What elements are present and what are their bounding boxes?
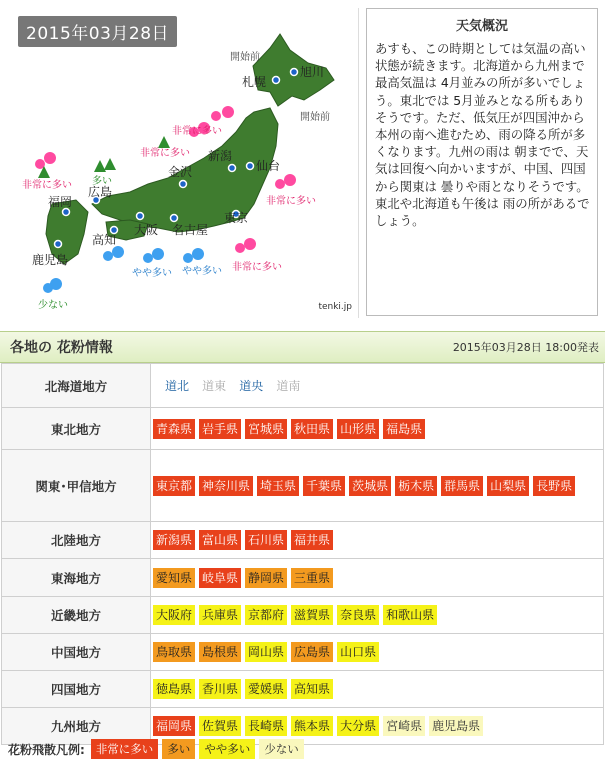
credit-logo: tenki.jp [318, 302, 352, 312]
flower-icon [183, 248, 204, 263]
prefecture-list [151, 522, 604, 559]
region-name: 九州地方 [2, 708, 151, 745]
prefecture-link[interactable]: 秋田県 [291, 419, 333, 439]
region-name: 関東･甲信地方 [2, 450, 151, 522]
table-row [2, 671, 604, 708]
prefecture-link[interactable]: 福島県 [383, 419, 425, 439]
prefecture-link[interactable]: 徳島県 [153, 679, 195, 699]
prefecture-link[interactable]: 宮城県 [245, 419, 287, 439]
city-label: 広島 [88, 185, 113, 199]
prefecture-list [151, 671, 604, 708]
level-label: 非常に多い [22, 180, 72, 191]
legend-label: 花粉飛散凡例: [8, 742, 85, 757]
flower-icon [211, 106, 234, 121]
level-label: 非常に多い [140, 148, 190, 159]
city-label: 金沢 [168, 165, 193, 179]
city-label: 札幌 [242, 75, 267, 89]
table-row [2, 559, 604, 597]
level-label: 非常に多い [172, 126, 222, 137]
prefecture-link[interactable]: 群馬県 [441, 476, 483, 496]
prefecture-link[interactable]: 長野県 [533, 476, 575, 496]
region-name: 東北地方 [2, 408, 151, 450]
prefecture-link[interactable]: 石川県 [245, 530, 287, 550]
flower-icon [143, 248, 164, 263]
area-label: 道南 [276, 379, 301, 393]
prefecture-list [151, 597, 604, 634]
area-link[interactable]: 道北 [165, 379, 190, 393]
city-label: 名古屋 [172, 223, 209, 237]
city-label: 鹿児島 [32, 253, 69, 267]
prefecture-link[interactable]: 高知県 [291, 679, 333, 699]
table-row [2, 408, 604, 450]
pollen-header [0, 331, 605, 363]
area-link[interactable]: 道央 [239, 379, 264, 393]
city-label: 旭川 [300, 65, 325, 79]
city-label: 東京 [224, 211, 249, 225]
prefecture-link[interactable]: 熊本県 [291, 716, 333, 736]
prefecture-list [151, 634, 604, 671]
prefecture-link[interactable]: 滋賀県 [291, 605, 333, 625]
city-label: 高知 [92, 233, 117, 247]
prefecture-list [151, 450, 604, 522]
prefecture-link[interactable]: 長崎県 [245, 716, 287, 736]
region-name: 中国地方 [2, 634, 151, 671]
overview-title: 天気概況 [455, 19, 508, 34]
pollen-section [0, 331, 605, 745]
prefecture-list [151, 408, 604, 450]
prefecture-link[interactable]: 香川県 [199, 679, 241, 699]
prefecture-link[interactable]: 三重県 [291, 568, 333, 588]
overview-text: あすも、この時期としては気温の高い状態が続きます。北海道から九州まで最高気温は 4月並みの所が多いでしょう。東北では 5月並みとなる所もありそうです。ただ、低気圧が四国沖から本州の南へ進むため、雨の降る所が多くなります。九州の雨は 朝までで、天気は回復へ向かいますが、中国、四国から関東は 曇りや雨となりそうです。東北や北海道も午後は 雨の所があるでしょう。 [375, 41, 590, 229]
level-label: 開始前 [230, 52, 260, 63]
region-name: 東海地方 [2, 559, 151, 597]
flower-icon [35, 152, 56, 169]
prefecture-link[interactable]: 鹿児島県 [429, 716, 483, 736]
prefecture-link[interactable]: 大分県 [337, 716, 379, 736]
table-row [2, 364, 604, 408]
prefecture-link[interactable]: 山形県 [337, 419, 379, 439]
prefecture-link[interactable]: 愛媛県 [245, 679, 287, 699]
region-name: 四国地方 [2, 671, 151, 708]
table-row [2, 522, 604, 559]
prefecture-link[interactable]: 岩手県 [199, 419, 241, 439]
legend-item: 非常に多い [91, 739, 159, 759]
prefecture-list [151, 559, 604, 597]
prefecture-link[interactable]: 埼玉県 [257, 476, 299, 496]
prefecture-link[interactable]: 愛知県 [153, 568, 195, 588]
level-label: やや多い [132, 268, 172, 279]
flower-icon [235, 238, 256, 253]
city-label: 福岡 [48, 195, 73, 209]
date-badge: 2015年03月28日 [18, 16, 177, 47]
level-label: 開始前 [300, 112, 330, 123]
level-label: やや多い [182, 266, 222, 277]
prefecture-link[interactable]: 岡山県 [245, 642, 287, 662]
prefecture-link[interactable]: 青森県 [153, 419, 195, 439]
japan-map [8, 8, 358, 318]
prefecture-link[interactable]: 奈良県 [337, 605, 379, 625]
prefecture-link[interactable]: 千葉県 [303, 476, 345, 496]
prefecture-link[interactable]: 宮崎県 [383, 716, 425, 736]
level-label: 少ない [38, 300, 68, 311]
area-label: 道東 [202, 379, 227, 393]
level-label: 非常に多い [232, 262, 282, 273]
level-label: 多い [92, 176, 112, 187]
legend-item: 多い [162, 739, 195, 759]
city-label: 新潟 [208, 149, 233, 163]
prefecture-link[interactable]: 福井県 [291, 530, 333, 550]
table-row [2, 450, 604, 522]
prefecture-link[interactable]: 京都府 [245, 605, 287, 625]
pollen-title: 各地の 花粉情報 [10, 340, 113, 356]
city-label: 仙台 [256, 159, 281, 173]
weather-overview [366, 8, 598, 316]
weather-section [0, 0, 605, 320]
prefecture-link[interactable]: 茨城県 [349, 476, 391, 496]
level-label: 非常に多い [266, 196, 316, 207]
prefecture-link[interactable]: 大阪府 [153, 605, 195, 625]
prefecture-link[interactable]: 広島県 [291, 642, 333, 662]
flower-icon [43, 278, 62, 293]
table-row [2, 634, 604, 671]
region-name: 近畿地方 [2, 597, 151, 634]
prefecture-link[interactable]: 福岡県 [153, 716, 195, 736]
prefecture-link[interactable]: 静岡県 [245, 568, 287, 588]
region-name: 北海道地方 [2, 364, 151, 408]
prefecture-link[interactable]: 東京都 [153, 476, 195, 496]
region-name: 北陸地方 [2, 522, 151, 559]
table-row [2, 597, 604, 634]
prefecture-link[interactable]: 富山県 [199, 530, 241, 550]
prefecture-link[interactable]: 鳥取県 [153, 642, 195, 662]
city-label: 大阪 [134, 223, 159, 237]
prefecture-link[interactable]: 和歌山県 [383, 605, 437, 625]
prefecture-link[interactable]: 栃木県 [395, 476, 437, 496]
prefecture-link[interactable]: 佐賀県 [199, 716, 241, 736]
prefecture-link[interactable]: 神奈川県 [199, 476, 253, 496]
prefecture-link[interactable]: 山梨県 [487, 476, 529, 496]
flower-icon [103, 246, 124, 261]
tree-icon [94, 158, 116, 172]
pollen-table [1, 363, 604, 745]
prefecture-link[interactable]: 岐阜県 [199, 568, 241, 588]
area-list [151, 364, 604, 408]
legend [0, 737, 605, 761]
prefecture-link[interactable]: 山口県 [337, 642, 379, 662]
prefecture-link[interactable]: 新潟県 [153, 530, 195, 550]
issued-time: 2015年03月28日 18:00発表 [452, 341, 599, 354]
tree-icon [158, 136, 170, 148]
legend-item: 少ない [259, 739, 304, 759]
legend-item: やや多い [199, 739, 255, 759]
prefecture-link[interactable]: 兵庫県 [199, 605, 241, 625]
prefecture-link[interactable]: 島根県 [199, 642, 241, 662]
flower-icon [275, 174, 296, 189]
pollen-map[interactable] [8, 8, 359, 318]
